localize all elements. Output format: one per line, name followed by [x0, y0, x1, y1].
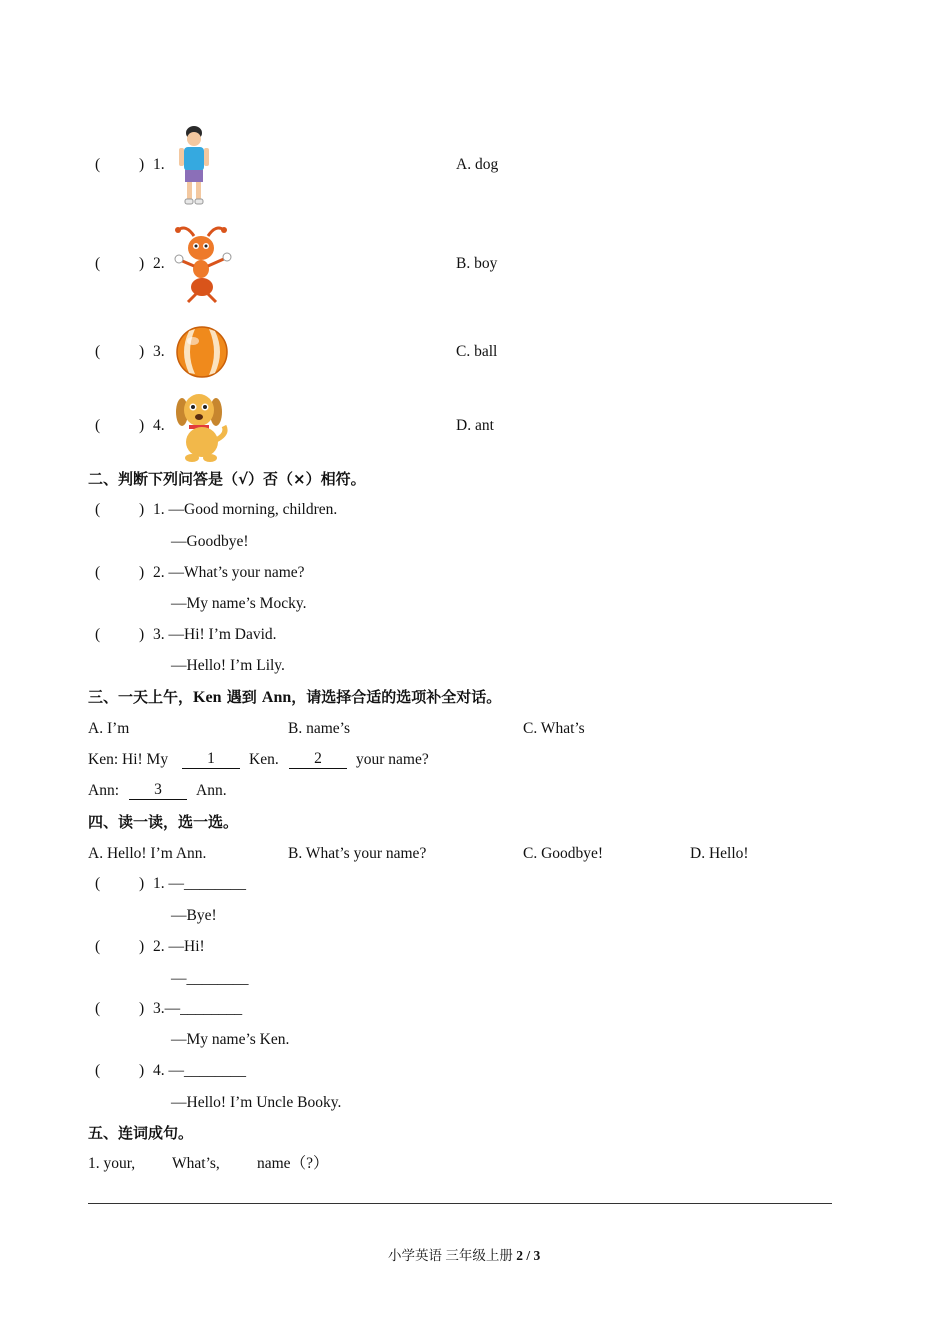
- answer-paren-open: (: [95, 1000, 101, 1017]
- dialogue-ken-mid: Ken.: [249, 751, 279, 768]
- option-label: B. boy: [456, 255, 498, 272]
- option-d: D. Hello!: [690, 845, 749, 862]
- question-line: 1. —Good morning, children.: [153, 501, 338, 518]
- question-line: 4. —________: [153, 1062, 246, 1079]
- answer-line: —Hello! I’m Uncle Booky.: [171, 1094, 342, 1111]
- answer-paren-close: ): [139, 564, 145, 581]
- answer-paren-open: (: [95, 938, 101, 955]
- title-part: ，请选择合适的选项补全对话。: [291, 688, 502, 706]
- answer-paren-open: (: [95, 626, 101, 643]
- ball-icon: [175, 325, 229, 379]
- answer-paren-close: ): [139, 255, 145, 272]
- answer-line: —My name’s Ken.: [171, 1031, 290, 1048]
- answer-paren-close: ): [139, 501, 145, 518]
- answer-paren-open: (: [95, 255, 101, 272]
- answer-paren-close: ): [139, 156, 145, 173]
- ant-icon: [172, 222, 234, 306]
- dialogue-ann-prefix: Ann:: [88, 782, 119, 799]
- title-part: 三、一天上午，: [88, 688, 194, 706]
- boy-icon: [176, 123, 212, 207]
- answer-paren-open: (: [95, 343, 101, 360]
- option-label: C. ball: [456, 343, 498, 360]
- answer-paren-close: ): [139, 417, 145, 434]
- name-ann: Ann: [261, 689, 292, 706]
- section2-title: 二、判断下列问答是（√）否（×）相符。: [88, 470, 366, 488]
- answer-line: —________: [171, 970, 249, 987]
- answer-line: —My name’s Mocky.: [171, 595, 307, 612]
- answer-paren-close: ): [139, 1000, 145, 1017]
- page-number: 2 / 3: [516, 1248, 541, 1263]
- word-3: name（?）: [257, 1155, 329, 1172]
- name-ken: Ken: [193, 689, 222, 706]
- answer-paren-close: ): [139, 875, 145, 892]
- option-b: B. name’s: [288, 720, 350, 737]
- option-c: C. Goodbye!: [523, 845, 604, 862]
- answer-line: —Goodbye!: [171, 533, 249, 550]
- answer-paren-open: (: [95, 156, 101, 173]
- title-part: 遇到: [221, 688, 262, 706]
- answer-paren-close: ): [139, 626, 145, 643]
- dialogue-ann-suffix: Ann.: [196, 782, 227, 799]
- dialogue-ken-prefix: Ken: Hi! My: [88, 751, 169, 768]
- answer-paren-open: (: [95, 417, 101, 434]
- word-2: What’s,: [172, 1155, 220, 1172]
- footer-text: 小学英语 三年级上册: [388, 1248, 517, 1263]
- answer-line: —Hello! I’m Lily.: [171, 657, 285, 674]
- question-line: 3.—________: [153, 1000, 243, 1017]
- question-line: 1. —________: [153, 875, 246, 892]
- answer-paren-close: ): [139, 343, 145, 360]
- section4-title: 四、读一读，选一选。: [88, 813, 239, 831]
- item-number: 1.: [153, 156, 165, 173]
- word-1: 1. your,: [88, 1155, 136, 1172]
- question-line: 3. —Hi! I’m David.: [153, 626, 277, 643]
- item-number: 3.: [153, 343, 165, 360]
- answer-paren-open: (: [95, 1062, 101, 1079]
- option-c: C. What’s: [523, 720, 585, 737]
- option-label: A. dog: [456, 156, 499, 173]
- item-number: 2.: [153, 255, 165, 272]
- answer-paren-open: (: [95, 501, 101, 518]
- answer-paren-open: (: [95, 875, 101, 892]
- answer-paren-close: ): [139, 1062, 145, 1079]
- blank-3: 3: [129, 781, 187, 800]
- blank-2: 2: [289, 750, 347, 769]
- dialogue-ken-suffix: your name?: [356, 751, 429, 768]
- item-number: 4.: [153, 417, 165, 434]
- question-line: 2. —Hi!: [153, 938, 205, 955]
- answer-paren-open: (: [95, 564, 101, 581]
- option-a: A. I’m: [88, 720, 130, 737]
- question-line: 2. —What’s your name?: [153, 564, 305, 581]
- blank-1: 1: [182, 750, 240, 769]
- section5-title: 五、连词成句。: [88, 1124, 194, 1142]
- page-footer: [388, 1246, 540, 1266]
- option-a: A. Hello! I’m Ann.: [88, 845, 207, 862]
- section3-title: [88, 687, 501, 708]
- option-b: B. What’s your name?: [288, 845, 427, 862]
- answer-writing-line[interactable]: [88, 1203, 832, 1204]
- dog-icon: [174, 390, 230, 464]
- answer-paren-close: ): [139, 938, 145, 955]
- option-label: D. ant: [456, 417, 494, 434]
- answer-line: —Bye!: [171, 907, 217, 924]
